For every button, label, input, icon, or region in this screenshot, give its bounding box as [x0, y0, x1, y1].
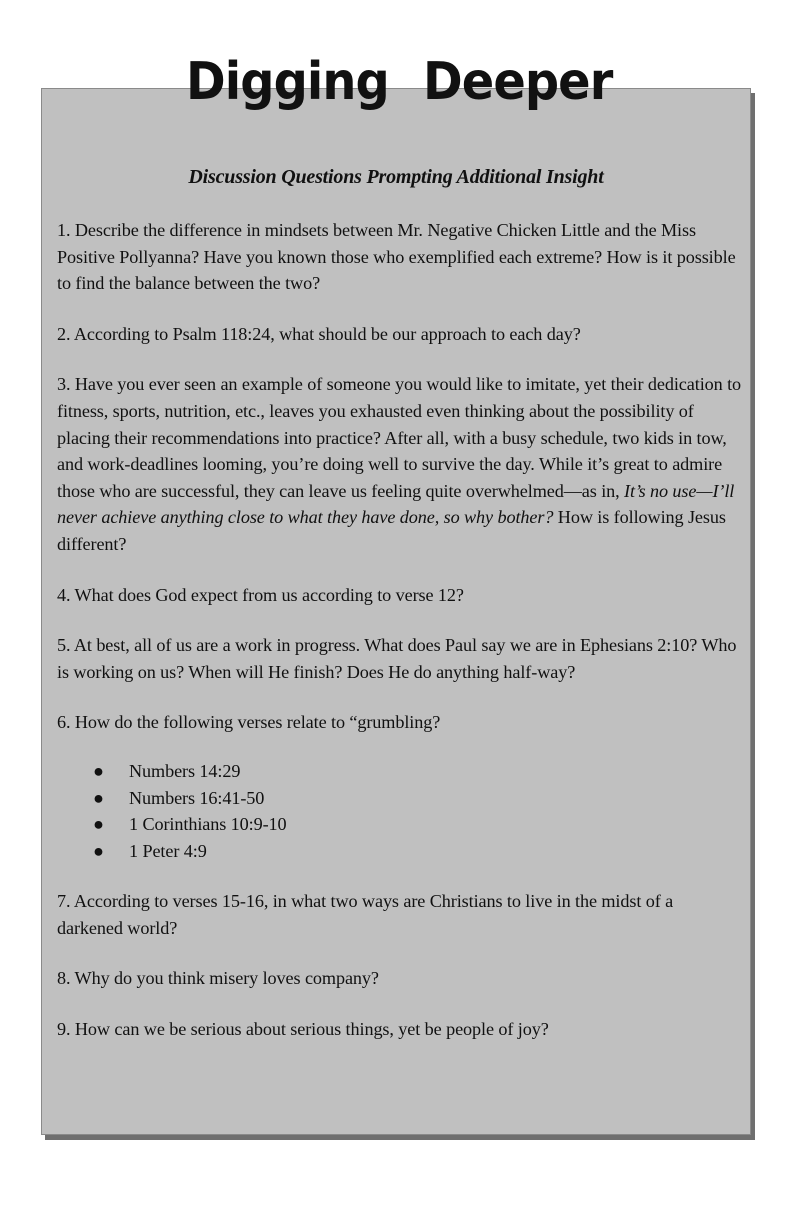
- bullet-icon: ●: [93, 787, 104, 808]
- question-3-text-after: How is following Jesus different?: [57, 507, 726, 554]
- page-title: [186, 52, 616, 162]
- grumbling-verse-list: [57, 758, 742, 864]
- list-item: [57, 811, 742, 838]
- question-4: 4. What does God expect from us according to verse 12?: [57, 584, 464, 605]
- bullet-icon: ●: [93, 840, 104, 861]
- verse-reference: Numbers 16:41-50: [129, 787, 265, 808]
- question-2: 2. According to Psalm 118:24, what should be our approach to each day?: [57, 323, 581, 344]
- question-8: 8. Why do you think misery loves company?: [57, 968, 379, 989]
- question-5: 5. At best, all of us are a work in progress. What does Paul say we are in Ephesians 2:10? Who is working on us? When will He finish? Does He do anything half-way?: [57, 635, 737, 682]
- list-item: [57, 758, 742, 785]
- bullet-icon: ●: [93, 760, 104, 781]
- list-item: [57, 785, 742, 812]
- question-1: 1. Describe the difference in mindsets between Mr. Negative Chicken Little and the Miss Positive Pollyanna? Have you known those who exemplified each extreme? How is it possible to find the balance between the two?: [57, 220, 736, 294]
- verse-reference: 1 Peter 4:9: [129, 840, 207, 861]
- title-word-deeper: Deeper: [422, 52, 612, 112]
- question-3-text-before: 3. Have you ever seen an example of someone you would like to imitate, yet their dedication to fitness, sports, nutrition, etc., leaves you exhausted even thinking about the possibility of placing their recommendations into practice? After all, with a busy schedule, two kids in tow, and work-deadlines looming, you’re doing well to survive the day. While it’s great to admire those who are successful, they can leave us feeling quite overwhelmed—as in,: [57, 374, 742, 501]
- questions-list: [57, 217, 742, 1067]
- question-6: 6. How do the following verses relate to “grumbling?: [57, 712, 441, 733]
- title-word-digging: Digging: [186, 52, 389, 112]
- verse-reference: 1 Corinthians 10:9-10: [129, 814, 287, 835]
- page-subtitle: Discussion Questions Prompting Additional Insight: [188, 166, 604, 188]
- question-7: 7. According to verses 15-16, in what two ways are Christians to live in the midst of a darkened world?: [57, 891, 674, 938]
- question-3: [57, 371, 742, 557]
- question-3-italic-quote: It’s no use—I’ll never achieve anything close to what they have done, so why bother?: [57, 480, 735, 528]
- verse-reference: Numbers 14:29: [129, 760, 241, 781]
- bullet-icon: ●: [93, 814, 104, 835]
- question-9: 9. How can we be serious about serious things, yet be people of joy?: [57, 1019, 549, 1040]
- list-item: [57, 838, 742, 865]
